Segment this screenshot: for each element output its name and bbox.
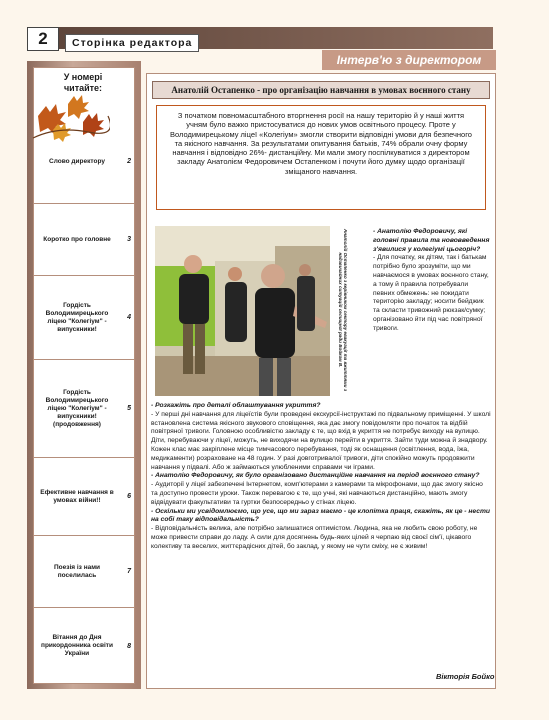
photo-caption xyxy=(334,222,348,398)
toc-item-page: 6 xyxy=(127,493,131,500)
toc-item-title: Гордість Володимирецького ліцею "Колегіум" - випускники! (продовження) xyxy=(45,388,109,428)
question: - Оскільки ми усвідомлюємо, що усе, що ми зараз маємо - це клопітка праця, скажіть, як це - нести на собі таку відповідальність? xyxy=(151,507,490,524)
page-number: 2 xyxy=(27,27,59,51)
toc-item[interactable] xyxy=(33,276,135,360)
toc-item[interactable] xyxy=(33,608,135,684)
article-lead: З початком повномасштабного вторгнення росії на нашу територію й у наші життя учням було важко пристосуватися до нових умов освітнього процесу. Проте у Володимирецькому ліцеї «Колегіум» змогли створити відповідні умови для безпечного та якісного навчання. За результатами опитування батьків, 74% обрали очну форму навчання і відповідно 26%- дистанційну. Ми мали змогу поспілкуватися з директором закладу Анатолієм Федоровичем Остапенком і почути його думку щодо організації зміщаного навчання. xyxy=(156,105,486,210)
answer: - Відповідальність велика, але потрібно залишатися оптимістом. Людина, яка не любить свою роботу, не може привести справи до ладу. А сили для досягнень будь-яких цілей я черпаю від своєї сім'ї, цікавого колективу та веселих, життєрадісних дітей, бо заклад, у якому не чути сміху, не є живим! xyxy=(151,525,478,550)
question: - Анатолію Федоровичу, які головні правила та нововведення з'явилися у колегіумі цьогоріч? xyxy=(373,228,490,253)
toc-item[interactable] xyxy=(33,536,135,608)
section-label: Сторінка редактора xyxy=(65,34,199,52)
question: - Розкажіть про деталі облаштування укриття? xyxy=(151,402,321,409)
toc-item[interactable] xyxy=(33,204,135,276)
answer: - Для початку, як дітям, так і батькам потрібно було зрозуміти, що ми навчаємося в умовах воєнного стану, а тому й правила потребували певних обмежень: не покидати територію закладу; носити бейджик та скласти тривожний рюкзак/сумку; організовано йти під час повітряної тривоги. xyxy=(373,254,489,332)
answer: - Аудиторії у ліцеї забезпечені Інтернетом, комп'ютерами з камерами та мікрофонами, що дає змогу якісно та доступно провести уроки. Також перевагою є те, що учні, які навчаються дистанційно, мають змогу відвідувати факультативи та гуртки безпосередньо у стінах ліцею. xyxy=(151,481,483,506)
sidebar-title: У номері читайте: xyxy=(63,72,103,93)
toc-item-title: Гордість Володимирецького ліцею "Колегіум" - випускники! xyxy=(45,301,109,333)
director-photo xyxy=(155,226,330,396)
toc-item-title: Слово директору xyxy=(49,157,105,165)
photo-caption-text: Анатолій Остапенко з керівником сектору евакуації та вжиттями з надзвичайних ситуацій селищної ради Бойком В. xyxy=(338,228,348,392)
toc-item-title: Коротко про головне xyxy=(43,235,111,243)
interview-banner: Інтерв'ю з директором xyxy=(322,50,496,70)
toc-item-page: 7 xyxy=(127,568,131,575)
question: - Анатолію Федоровичу, як було організовано дистанційне навчання на період воєнного стану? xyxy=(151,472,480,480)
toc-item-page: 8 xyxy=(127,642,131,650)
answer: - У перші дні навчання для ліцеїстів були проведені екскурсії-інструктажі по підвальному приміщенні. У школі встановлена система якісного звукового сповіщення, яка дає змогу повідомляти про початок та відбій повітряної тривоги. Головною особливістю закладу є те, що вхід в укриття не потребує виходу на вулицю. Діти, перебуваючи у ліцеї, можуть, не виходячи на вулицю перейти в укриття. Зайти туди можна й знадвору. Кожен клас має закріплене місце тимчасового перебування, тоді як оснащення (освітлення, вода, їжа, медикаменти) розраховане на 48 годин. У разі довготривалої тривоги, діти спокійно можуть продовжити навчання у підвалі. Або ж займаються улюбленими справами чи іграми. xyxy=(151,410,491,471)
toc-item[interactable] xyxy=(33,120,135,204)
toc-item[interactable] xyxy=(33,458,135,536)
toc-item-page: 5 xyxy=(127,405,131,412)
article-title: Анатолій Остапенко - про організацію навчання в умовах воєнного стану xyxy=(152,81,490,99)
qa-main-column xyxy=(151,402,491,552)
toc-item-title: Ефективне навчання в умовах війни!! xyxy=(40,488,114,504)
toc-item[interactable] xyxy=(33,360,135,458)
toc-item-page: 3 xyxy=(127,236,131,243)
toc-item-page: 4 xyxy=(127,314,131,321)
toc-item-title: Вітання до Дня прикордонника освіти України xyxy=(41,634,113,657)
qa-right-column xyxy=(373,228,491,334)
author-signature: Вікторія Бойко xyxy=(436,672,495,681)
toc-item-page: 2 xyxy=(127,158,131,165)
toc-item-title: Поезія із нами поселилась xyxy=(53,563,101,579)
